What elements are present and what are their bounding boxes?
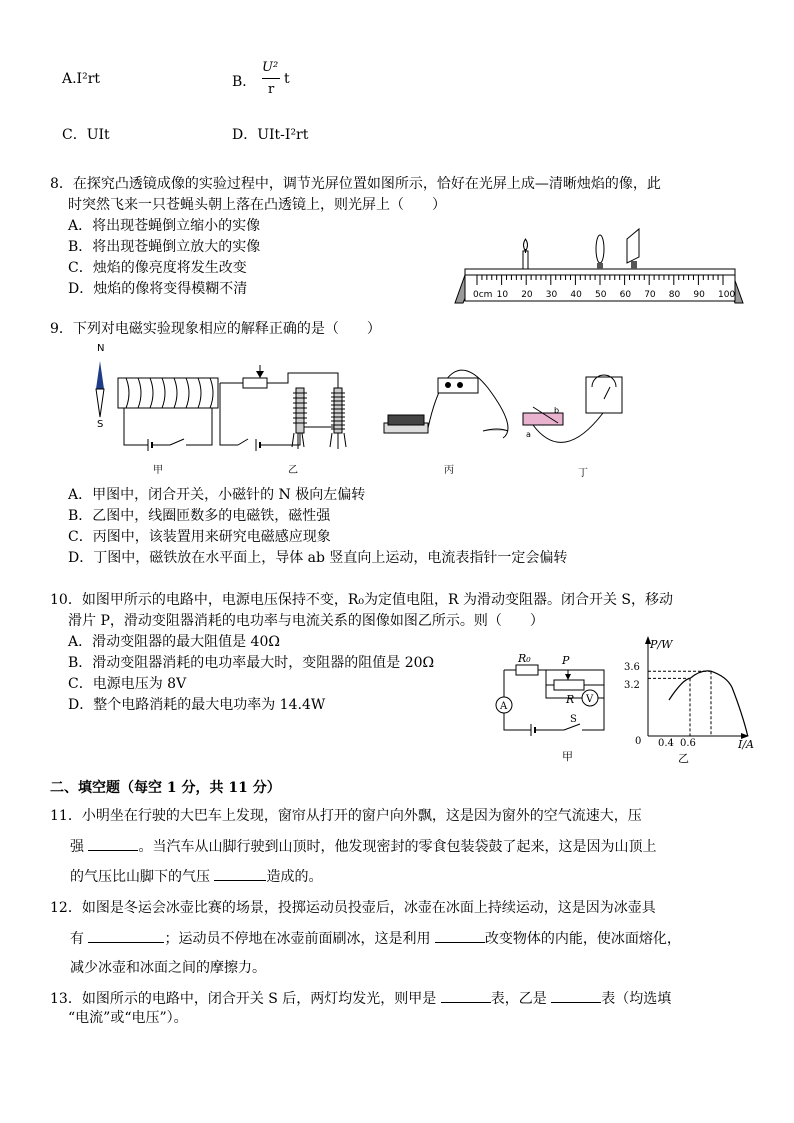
- q8-option-b: B．将出现苍蝇倒立放大的实像: [68, 239, 261, 255]
- q7-option-b-denominator: r: [268, 82, 275, 97]
- r-label: R: [566, 693, 575, 706]
- lens-icon: [596, 235, 604, 269]
- svg-text:a: a: [526, 430, 531, 439]
- ruler-label: 40: [570, 290, 582, 300]
- q9-stem: 9．下列对电磁实验现象相应的解释正确的是（ ）: [50, 321, 381, 337]
- needle-s-label: S: [97, 419, 104, 430]
- y-axis-label: P/W: [650, 638, 673, 651]
- q7-option-d: D．UIt-I²rt: [232, 127, 309, 143]
- q7-option-b-prefix: B．: [232, 74, 257, 90]
- q9-option-b: B．乙图中，线圈匝数多的电磁铁，磁性强: [68, 508, 331, 524]
- origin-label: 0: [635, 736, 642, 747]
- p-label: P: [562, 654, 570, 667]
- q10-power-current-graph: [624, 632, 770, 767]
- q8-stem-line1: 8．在探究凸透镜成像的实验过程中，调节光屏位置如图所示，恰好在光屏上成—清晰烛焰的像，此: [50, 176, 661, 192]
- ruler-label: 60: [619, 290, 632, 300]
- x-tick-0-4: 0.4: [658, 738, 674, 749]
- fig-bing-label: 丙: [444, 465, 454, 476]
- q10-stem-line2: 滑片 P，滑动变阻器消耗的电功率与电流关系的图像如图乙所示。则（ ）: [68, 613, 544, 629]
- q8-option-d: D．烛焰的像将变得模糊不清: [68, 281, 248, 297]
- ruler-label: 30: [545, 290, 558, 300]
- x-tick-0-6: 0.6: [680, 738, 696, 749]
- ruler-label: 20: [521, 290, 533, 300]
- q7-option-b-numerator: U²: [262, 60, 279, 75]
- q7-option-b-suffix: t: [284, 71, 290, 87]
- q7-option-a: A.I²rt: [62, 71, 101, 87]
- power-curve: [669, 671, 748, 736]
- y-tick-3-2: 3.2: [624, 680, 640, 691]
- q11-line3: 的气压比山脚下的气压 造成的。: [70, 866, 322, 888]
- q12-line2: 有 ；运动员不停地在冰壶前面刷冰，这是利用 改变物体的内能，使冰面熔化，: [70, 928, 681, 950]
- fig-ding-label: 丁: [578, 468, 588, 479]
- fig-yi-label: 乙: [678, 752, 689, 765]
- section-2-title: 二、填空题（每空 1 分，共 11 分）: [50, 780, 281, 796]
- svg-text:b: b: [554, 406, 560, 415]
- q11-line2: 强 。当汽车从山脚行驶到山顶时，他发现密封的零食包装袋鼓了起来，这是因为山顶上: [70, 836, 656, 858]
- y-tick-3-6: 3.6: [624, 662, 640, 673]
- ruler-label: 100: [718, 290, 736, 300]
- generator-apparatus-icon: [384, 370, 508, 438]
- q11-line1: 11．小明坐在行驶的大巴车上发现，窗帘从打开的窗户向外飘，这是因为窗外的空气流速大，压: [50, 808, 642, 824]
- q7-option-c: C．UIt: [62, 127, 110, 143]
- q10-option-a: A．滑动变阻器的最大阻值是 40Ω: [68, 634, 280, 650]
- q8-option-c: C．烛焰的像亮度将发生改变: [68, 260, 247, 276]
- optical-bench-figure: [455, 225, 745, 305]
- x-axis-label: I/A: [738, 738, 754, 751]
- q8-stem-line2: 时突然飞来一只苍蝇头朝上落在凸透镜上，则光屏上（ ）: [68, 197, 446, 213]
- q10-option-b: B．滑动变阻器消耗的电功率最大时，变阻器的阻值是 20Ω: [68, 655, 435, 671]
- induction-apparatus-icon: [523, 375, 622, 442]
- q9-option-d: D．丁图中，磁铁放在水平面上，导体 ab 竖直向上运动，电流表指针一定会偏转: [68, 550, 568, 566]
- candle-icon: [523, 239, 528, 269]
- switch-label: S: [570, 714, 577, 725]
- fig-jia-label: 甲: [153, 465, 163, 476]
- fraction-bar: [262, 78, 280, 79]
- ruler-label: 10: [496, 290, 509, 300]
- screen-icon: [627, 229, 639, 269]
- ammeter-label: A: [500, 701, 508, 712]
- ruler-label: 0cm: [473, 290, 493, 300]
- q10-stem-line1: 10．如图甲所示的电路中，电源电压保持不变，R₀为定值电阻，R 为滑动变阻器。闭合开关 S，移动: [50, 592, 673, 608]
- fig-jia-label: 甲: [562, 750, 573, 763]
- voltmeter-label: V: [586, 694, 594, 705]
- ruler-label: 50: [595, 290, 607, 300]
- ruler-label: 80: [668, 290, 681, 300]
- ruler-label: 90: [693, 290, 705, 300]
- q12-line1: 12．如图是冬运会冰壶比赛的场景，投掷运动员投壶后，冰壶在冰面上持续运动，这是因为冰壶具: [50, 900, 656, 916]
- q10-option-c: C．电源电压为 8V: [68, 676, 187, 692]
- needle-n-label: N: [97, 343, 105, 354]
- fig-yi-label: 乙: [288, 465, 298, 476]
- q13-blank-1[interactable]: [441, 988, 491, 1003]
- q13-blank-2[interactable]: [551, 988, 601, 1003]
- q10-option-d: D．整个电路消耗的最大电功率为 14.4W: [68, 697, 326, 713]
- r0-label: R₀: [518, 652, 531, 665]
- ruler-label: 70: [644, 290, 656, 300]
- q9-option-a: A．甲图中，闭合开关，小磁针的 N 极向左偏转: [68, 487, 366, 503]
- q9-option-c: C．丙图中，该装置用来研究电磁感应现象: [68, 529, 331, 545]
- q10-circuit-diagram: [486, 650, 626, 765]
- q12-line3: 减少冰壶和冰面之间的摩擦力。: [70, 960, 266, 976]
- compass-needle-icon: [96, 361, 104, 417]
- q12-blank-2[interactable]: [435, 928, 485, 943]
- q11-blank-2[interactable]: [214, 866, 266, 881]
- electromagnet-figures: [88, 343, 648, 479]
- q8-option-a: A．将出现苍蝇倒立缩小的实像: [68, 218, 261, 234]
- q11-blank-1[interactable]: [88, 836, 138, 851]
- q13-line2: “电流”或“电压”）。: [68, 1010, 188, 1026]
- q13-line1: 13．如图所示的电路中，闭合开关 S 后，两灯均发光，则甲是 表，乙是 表（均选填: [50, 988, 671, 1010]
- q12-blank-1[interactable]: [88, 928, 164, 943]
